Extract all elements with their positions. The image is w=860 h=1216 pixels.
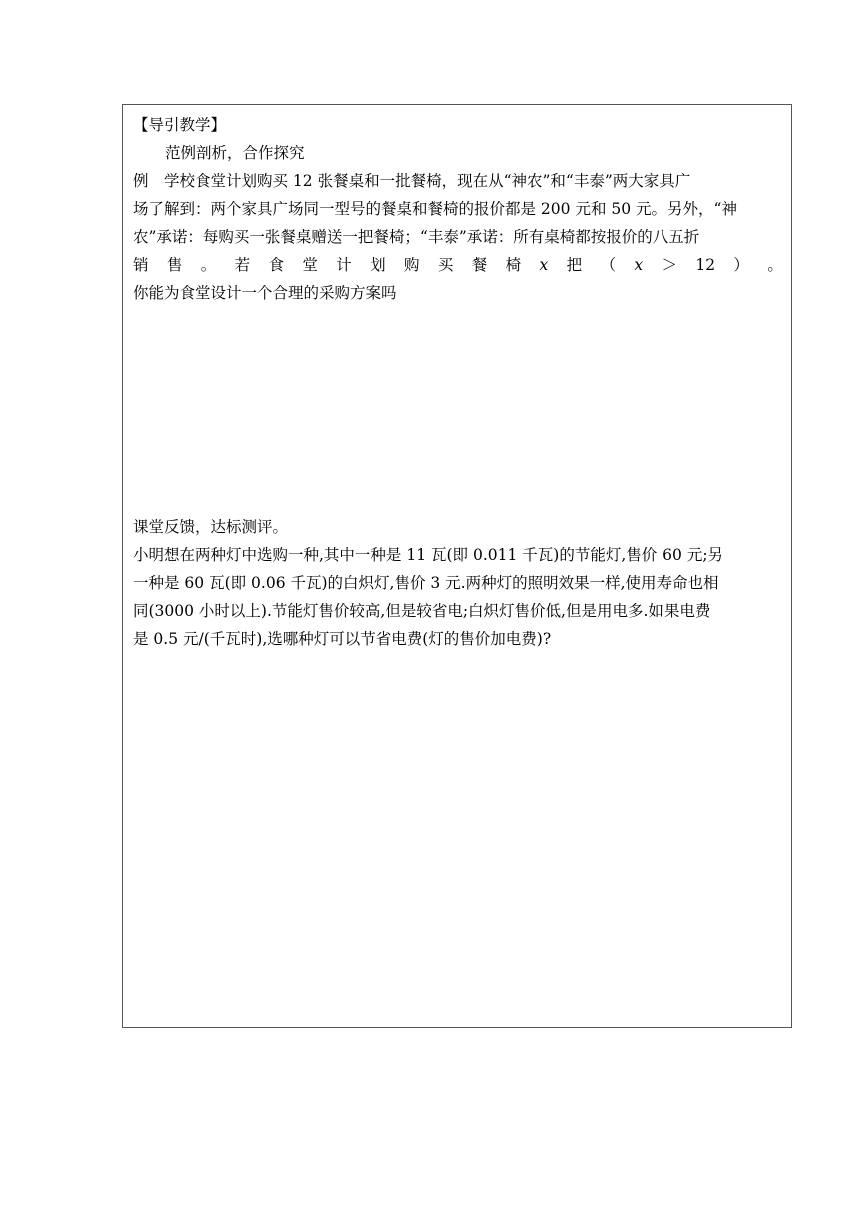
token: 计 — [336, 256, 352, 274]
token: （ — [600, 256, 616, 274]
problem-line-3: 同(3000 小时以上).节能灯售价较高,但是较省电;白炽灯售价低,但是用电多.如果电费 — [133, 602, 711, 620]
token: 划 — [370, 256, 386, 274]
token: 。 — [767, 256, 783, 274]
example-line-2: 场了解到：两个家具广场同一型号的餐桌和餐椅的报价都是 200 元和 50 元。另外，“神 — [133, 200, 737, 218]
token: 餐 — [471, 256, 488, 274]
token: 椅 — [505, 256, 522, 274]
token: 12 — [695, 256, 716, 274]
example-line-1: 例 学校食堂计划购买 12 张餐桌和一批餐椅，现在从“神农”和“丰泰”两大家具广 — [133, 172, 691, 190]
token: ） — [733, 256, 749, 274]
example-line-3: 农”承诺：每购买一张餐桌赠送一把餐椅；“丰泰”承诺：所有桌椅都按报价的八五折 — [133, 228, 700, 246]
problem-line-4: 是 0.5 元/(千瓦时),选哪种灯可以节省电费(灯的售价加电费)? — [133, 630, 552, 648]
variable-x: x — [539, 256, 549, 274]
token: ＞ — [661, 256, 677, 274]
section-heading: 【导引教学】 — [133, 116, 227, 134]
token: 若 — [234, 256, 251, 274]
problem-line-2: 一种是 60 瓦(即 0.06 千瓦)的白炽灯,售价 3 元.两种灯的照明效果一样,使用寿命也相 — [133, 574, 719, 592]
lesson-content-box — [122, 104, 792, 1028]
token: 买 — [437, 256, 454, 274]
token: 售 — [166, 256, 183, 274]
part1-heading: 范例剖析，合作探究 — [165, 144, 305, 162]
token: 把 — [566, 256, 583, 274]
token: 堂 — [302, 256, 318, 274]
token: 。 — [200, 256, 217, 274]
token: 食 — [268, 256, 285, 274]
example-line-5: 你能为食堂设计一个合理的采购方案吗 — [133, 284, 397, 302]
part2-heading: 课堂反馈，达标测评。 — [133, 518, 289, 536]
token: 购 — [404, 256, 420, 274]
problem-line-1: 小明想在两种灯中选购一种,其中一种是 11 瓦(即 0.011 千瓦)的节能灯,售价 60 元;另 — [133, 546, 724, 564]
variable-x: x — [634, 256, 644, 274]
token: 销 — [133, 256, 149, 274]
example-line-4-justified — [133, 253, 783, 277]
